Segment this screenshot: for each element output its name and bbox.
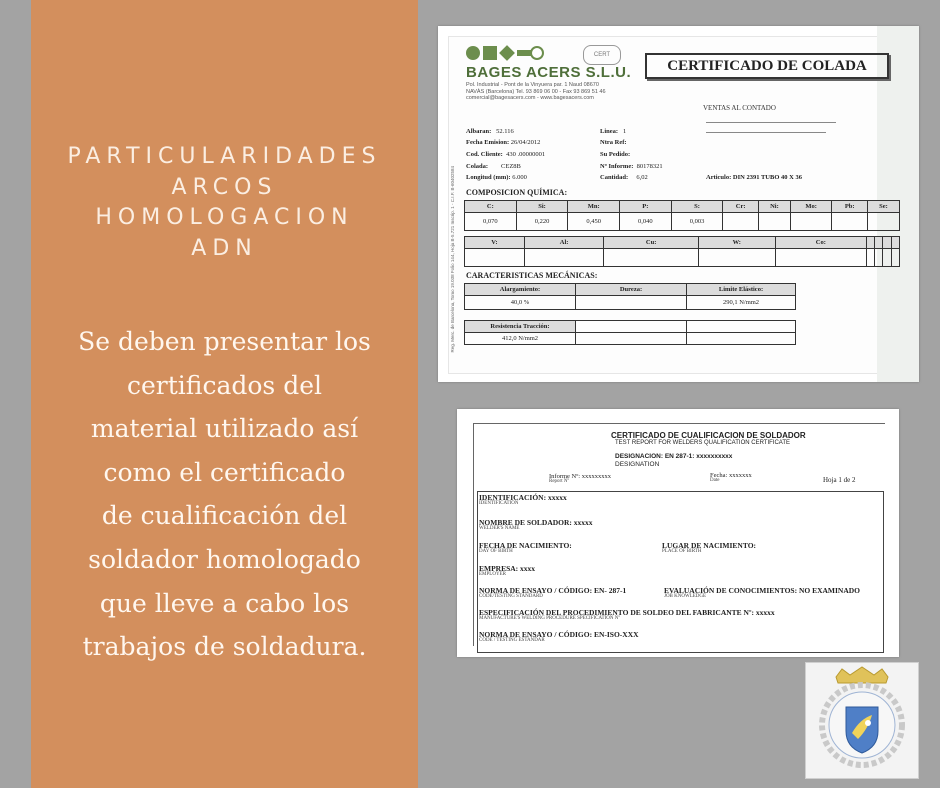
mecanicas-title: CARACTERISTICAS MECÁNICAS:	[466, 271, 598, 280]
traccion-table	[464, 320, 796, 345]
page-indicator: Hoja 1 de 2	[823, 476, 856, 484]
certificado-soldador-image	[457, 409, 899, 657]
table-cell	[832, 213, 868, 231]
table-cell: 0,450	[568, 213, 620, 231]
doc-title: CERTIFICADO DE CUALIFICACION DE SOLDADOR	[611, 431, 806, 440]
field-row: NORMA DE ENSAYO / CÓDIGO: EN- 287-1 CODE/TESTING STANDARD	[479, 586, 627, 599]
body-line: como el certificado	[103, 457, 346, 487]
table-header-cell: Dureza:	[576, 284, 687, 296]
field-cantidad: Cantidad: 6,02	[600, 174, 648, 181]
table-header-cell: Pb:	[832, 201, 868, 213]
table-cell: 0,220	[516, 213, 568, 231]
table-header-cell: P:	[620, 201, 672, 213]
table-cell: 0,070	[465, 213, 517, 231]
heading-line: ADN	[191, 235, 258, 261]
federation-emblem	[805, 662, 919, 779]
table-header-cell	[891, 237, 899, 249]
field-row: EMPRESA: xxxx EMPLOYER	[479, 564, 536, 577]
table-header-cell: S:	[671, 201, 723, 213]
table-header-cell: Limite Elástico:	[687, 284, 796, 296]
field-albaran: Albaran: 52.116	[466, 128, 514, 135]
federation-emblem-icon	[806, 663, 918, 778]
ventas-label: VENTAS AL CONTADO	[703, 104, 776, 112]
table-header-row	[465, 284, 796, 296]
table-cell: 412,0 N/mm2	[465, 333, 576, 345]
table-header-cell: C:	[465, 201, 517, 213]
mech-table	[464, 283, 796, 310]
table-header-cell	[875, 237, 883, 249]
chem-table-2	[464, 236, 900, 267]
table-cell	[758, 213, 790, 231]
field-row: ESPECIFICACIÓN DEL PROCEDIMIENTO DE SOLDEO DEL FABRICANTE Nº: xxxxx MANUFACTURE'S WELDING PROCEDURE SPECIFICATION Nº	[479, 608, 775, 621]
table-header-cell: Mo:	[790, 201, 832, 213]
field-longitud: Longitud (mm): 6.000	[466, 174, 527, 181]
body-line: soldador homologado	[88, 544, 361, 574]
table-cell: 290,1 N/mm2	[687, 296, 796, 310]
table-header-cell: V:	[465, 237, 525, 249]
chem-table-1	[464, 200, 900, 231]
field-linea: Linea: 1	[600, 128, 627, 135]
certificado-colada-image	[438, 26, 919, 382]
table-header-row	[465, 201, 900, 213]
table-row	[465, 213, 900, 231]
table-header-cell: Se:	[867, 201, 899, 213]
table-row	[465, 333, 796, 345]
fields-box	[477, 491, 884, 653]
table-cell	[867, 213, 899, 231]
table-row	[465, 296, 796, 310]
field-row: FECHA DE NACIMIENTO: DAY OF BIRTH	[479, 541, 572, 554]
table-header-row	[465, 237, 900, 249]
table-cell: 0,040	[620, 213, 672, 231]
field-articulo: Articulo: DIN 2391 TUBO 40 X 36	[706, 174, 802, 181]
composicion-title: COMPOSICION QUÍMICA:	[466, 188, 568, 197]
brand-name: BAGES ACERS S.L.U.	[466, 64, 632, 81]
field-row: IDENTIFICACIÓN: xxxxx IDENTIFICATION	[479, 493, 567, 506]
field-row: EVALUACIÓN DE CONOCIMIENTOS: NO EXAMINADO JOB KNOWLEDGE	[664, 586, 860, 599]
field-nref: Ntra Ref:	[600, 139, 627, 146]
table-header-cell: Alargamiento:	[465, 284, 576, 296]
fecha-field: Fecha: xxxxxxx Date	[710, 472, 752, 483]
divider	[706, 132, 826, 133]
doc-subtitle: TEST REPORT FOR WELDERS QUALIFICATION CERTIFICATE	[615, 440, 791, 446]
table-cell	[723, 213, 759, 231]
table-header-cell: Al:	[524, 237, 604, 249]
field-pedido: Su Pedido:	[600, 151, 631, 158]
table-row	[465, 249, 900, 267]
body-line: Se deben presentar los	[78, 327, 371, 356]
table-header-cell	[867, 237, 875, 249]
body-line: de cualificación del	[101, 501, 348, 531]
heading-line: PARTICULARIDADES	[67, 144, 382, 169]
field-row: LUGAR DE NACIMIENTO: PLACE OF BIRTH	[662, 541, 757, 554]
brand-address: Pol. Industrial - Pont de la Vinyuera par. 1 Naud 08670 NAVÀS (Barcelona) Tel. 93 869 06 00 - Fax 93 869 51 46 comercial@bagesacers.com - www.bagesacers.com	[466, 82, 606, 101]
table-header-cell: W:	[698, 237, 775, 249]
body-text	[31, 320, 418, 669]
field-row: NOMBRE DE SOLDADOR: xxxxx WELDER'S NAME	[479, 518, 593, 531]
table-cell	[576, 296, 687, 310]
field-row: NORMA DE ENSAYO / CÓDIGO: EN-ISO-XXX CODE / TESTING ESTANDAR	[479, 630, 639, 643]
table-header-cell: Ni:	[758, 201, 790, 213]
table-header-cell: Cr:	[723, 201, 759, 213]
field-informe: Nº Informe: 80178321	[600, 163, 663, 170]
heading	[31, 142, 418, 264]
divider	[706, 122, 836, 123]
heading-line: ARCOS	[171, 174, 278, 200]
table-cell: 40,0 %	[465, 296, 576, 310]
table-header-row	[465, 321, 796, 333]
table-header-cell: Cu:	[604, 237, 699, 249]
designacion: DESIGNACION: EN 287-1: xxxxxxxxxx	[615, 453, 733, 460]
doc-title: CERTIFICADO DE COLADA	[645, 53, 889, 79]
field-colada: Colada: CEZ8B	[466, 163, 521, 170]
field-fecha: Fecha Emision: 26/04/2012	[466, 139, 541, 146]
informe-field: Informe Nº: xxxxxxxxx Report Nº	[549, 473, 611, 484]
table-cell: 0,003	[671, 213, 723, 231]
table-header-cell: Co:	[775, 237, 866, 249]
table-header-cell: Si:	[516, 201, 568, 213]
field-cliente: Cod. Cliente: 430 .00000001	[466, 151, 546, 158]
table-cell	[790, 213, 832, 231]
body-line: trabajos de soldadura.	[82, 632, 367, 662]
body-line: certificados del	[127, 370, 322, 400]
heading-line: HOMOLOGACION	[95, 205, 354, 230]
body-line: que lleve a cabo los	[99, 588, 350, 618]
table-header-cell: Resistencia Tracción:	[465, 321, 576, 333]
registry-note: Reg. Merc. de Barcelona, Tomo 19.038 Folio 144, Hoja B-5.721 Inscrip. 1 - C.I.F. B-60402584	[450, 166, 455, 353]
table-header-cell: Mn:	[568, 201, 620, 213]
cert-stamp-icon: CERT	[583, 45, 621, 65]
designation-en: DESIGNATION	[615, 461, 660, 468]
table-header-cell	[883, 237, 891, 249]
body-line: material utilizado así	[90, 414, 359, 444]
